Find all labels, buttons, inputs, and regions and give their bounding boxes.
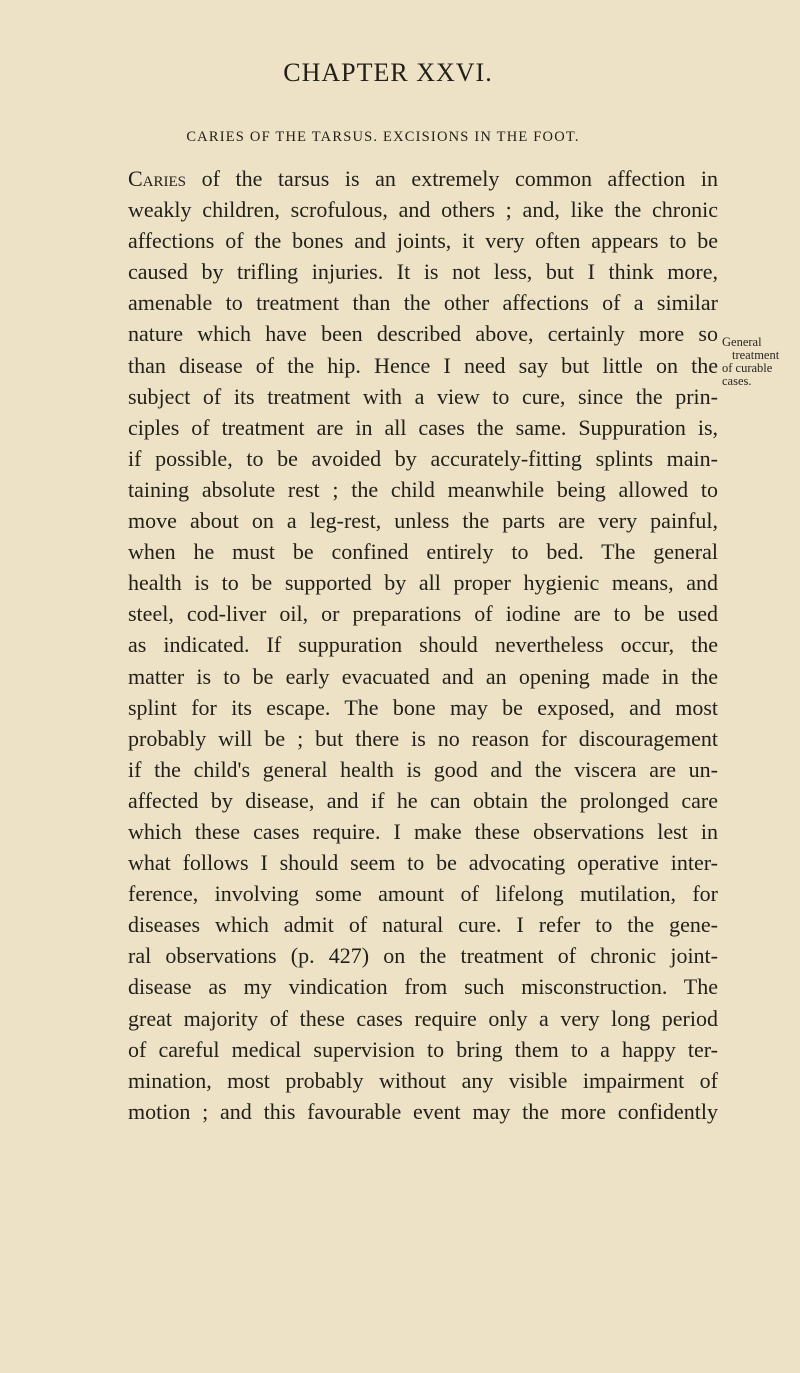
marginal-note-line: cases.: [722, 374, 752, 388]
text-line-13: when he must be confined entirely to bed. The general: [128, 539, 718, 565]
text-line-12: move about on a leg-rest, unless the parts are very painful,: [128, 508, 718, 534]
marginal-note-line: General: [722, 335, 762, 349]
text-line-8: subject of its treatment with a view to cure, since the prin-: [128, 383, 718, 409]
text-line-19: probably will be ; but there is no reason for discouragement: [128, 725, 718, 751]
text-line-17: matter is to be early evacuated and an opening made in the: [128, 663, 718, 689]
text-line-24: ference, involving some amount of lifelong mutilation, for: [128, 881, 718, 907]
text-line-7: than disease of the hip. Hence I need say but little on the: [128, 352, 718, 378]
marginal-note-line: treatment: [732, 348, 780, 362]
text-line-15: steel, cod-liver oil, or preparations of iodine are to be used: [128, 601, 718, 627]
text-line-4: caused by trifling injuries. It is not less, but I think more,: [128, 259, 718, 285]
text-line-16: as indicated. If suppuration should nevertheless occur, the: [128, 632, 718, 658]
marginal-note: [722, 336, 800, 388]
text-line-5: amenable to treatment than the other affections of a similar: [128, 290, 718, 316]
text-line-27: disease as my vindication from such misconstruction. The: [128, 974, 718, 1000]
text-line-10: if possible, to be avoided by accurately-fitting splints main-: [128, 445, 718, 471]
text-line-2: weakly children, scrofulous, and others ; and, like the chronic: [128, 197, 718, 223]
text-line-1: Caries of the tarsus is an extremely common affection in: [128, 166, 718, 191]
text-line-9: ciples of treatment are in all cases the same. Suppuration is,: [128, 414, 718, 440]
text-line-23: what follows I should seem to be advocating operative inter-: [128, 850, 718, 876]
drop-word: Caries: [128, 166, 187, 191]
text-line-30: mination, most probably without any visible impairment of: [128, 1067, 718, 1093]
text-line-14: health is to be supported by all proper hygienic means, and: [128, 570, 718, 596]
text-line-29: of careful medical supervision to bring them to a happy ter-: [128, 1036, 718, 1062]
text-line-26: ral observations (p. 427) on the treatment of chronic joint-: [128, 943, 718, 969]
text-line-20: if the child's general health is good and the viscera are un-: [128, 756, 718, 782]
chapter-title: CHAPTER XXVI.: [283, 58, 493, 87]
chapter-subtitle: CARIES OF THE TARSUS. EXCISIONS IN THE FOOT.: [186, 129, 580, 145]
text-line-3: affections of the bones and joints, it very often appears to be: [128, 228, 718, 254]
text-line-6: nature which have been described above, certainly more so: [128, 321, 718, 347]
text-line-11: taining absolute rest ; the child meanwhile being allowed to: [128, 476, 718, 502]
text-line-21: affected by disease, and if he can obtain the prolonged care: [128, 787, 718, 813]
text-line-31: motion ; and this favourable event may the more confidently: [128, 1098, 718, 1124]
text-line-22: which these cases require. I make these observations lest in: [128, 818, 718, 844]
marginal-note-line: of curable: [722, 361, 773, 375]
body-text: [128, 163, 718, 1127]
text-line-18: splint for its escape. The bone may be exposed, and most: [128, 694, 718, 720]
text-line-28: great majority of these cases require only a very long period: [128, 1005, 718, 1031]
text-line-25: diseases which admit of natural cure. I refer to the gene-: [128, 912, 718, 938]
